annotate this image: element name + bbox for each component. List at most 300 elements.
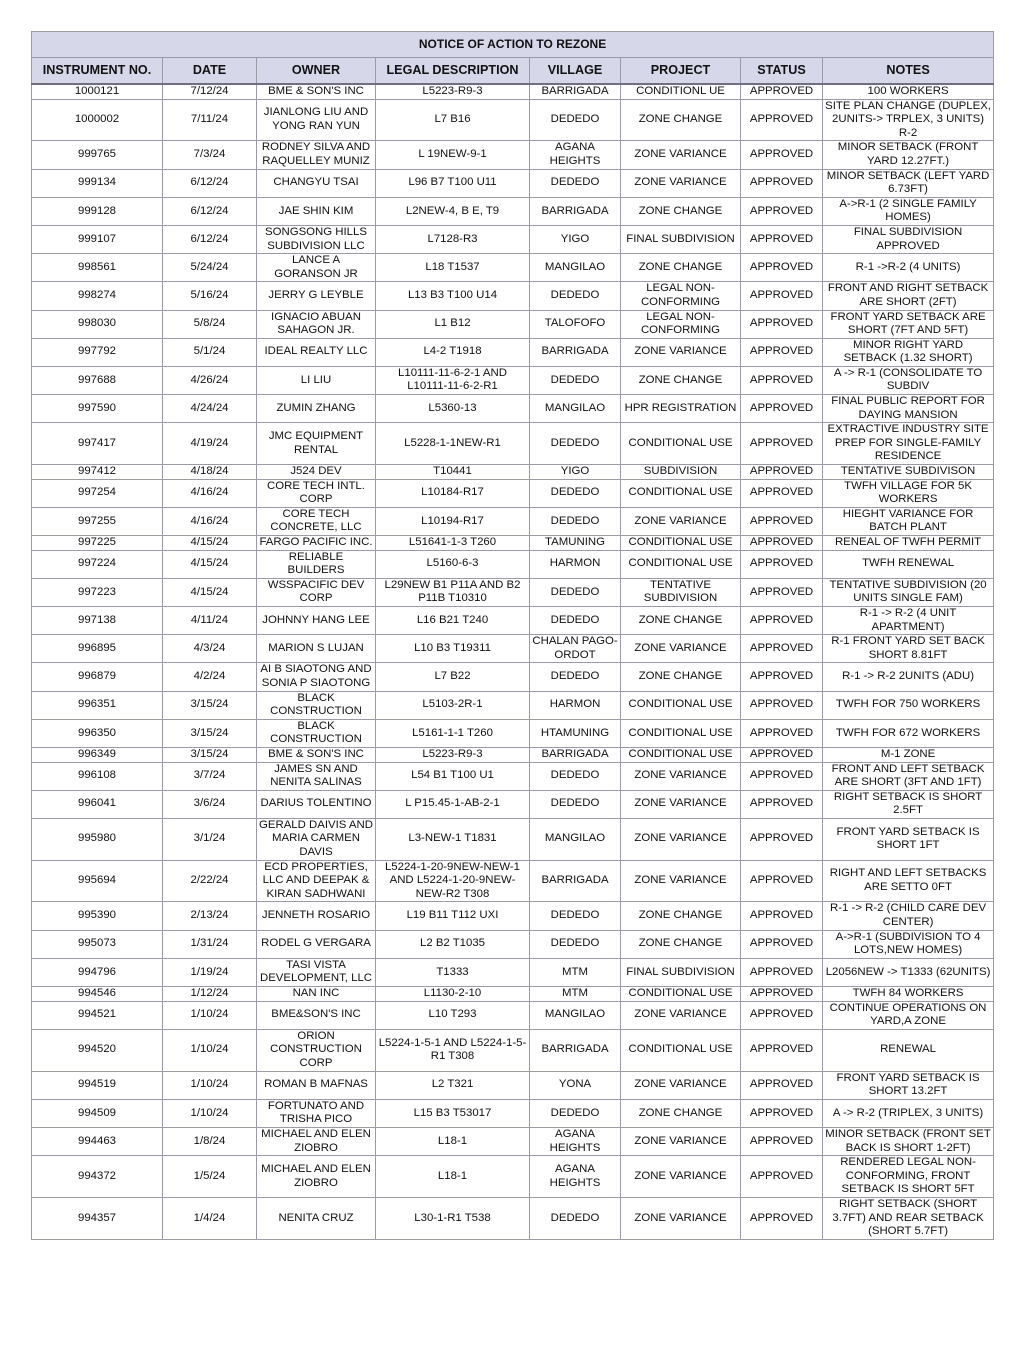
status-cell: APPROVED [741,1099,823,1127]
owner-cell: NENITA CRUZ [257,1197,376,1239]
table-row [32,1029,994,1071]
owner-cell: BME & SON'S INC [257,747,376,762]
notes-cell: FRONT YARD SETBACK IS SHORT 1FT [823,818,994,860]
notes-cell: A -> R-1 (CONSOLIDATE TO SUBDIV [823,366,994,394]
instrument-cell: 997138 [32,606,163,634]
project-cell: ZONE VARIANCE [621,790,741,818]
owner-cell: IGNACIO ABUAN SAHAGON JR. [257,310,376,338]
header-row [32,58,994,85]
instrument-cell: 996351 [32,691,163,719]
date-cell: 3/15/24 [163,747,257,762]
project-cell: ZONE VARIANCE [621,169,741,197]
notes-cell: TWFH RENEWAL [823,550,994,578]
table-row [32,84,994,99]
legal-description-cell: L13 B3 T100 U14 [376,282,530,310]
owner-cell: RELIABLE BUILDERS [257,550,376,578]
project-cell: LEGAL NON-CONFORMING [621,310,741,338]
notes-cell: R-1 -> R-2 (CHILD CARE DEV CENTER) [823,902,994,930]
project-cell: CONDITIONAL USE [621,479,741,507]
village-cell: HARMON [530,550,621,578]
legal-description-cell: L10 B3 T19311 [376,635,530,663]
village-cell: DEDEDO [530,1197,621,1239]
project-cell: FINAL SUBDIVISION [621,958,741,986]
date-cell: 1/10/24 [163,1029,257,1071]
owner-cell: WSSPACIFIC DEV CORP [257,578,376,606]
village-cell: DEDEDO [530,578,621,606]
status-cell: APPROVED [741,99,823,141]
project-cell: CONDITIONL UE [621,84,741,99]
village-cell: HARMON [530,691,621,719]
legal-description-cell: L10184-R17 [376,479,530,507]
instrument-cell: 997223 [32,578,163,606]
table-row [32,1071,994,1099]
instrument-cell: 994521 [32,1001,163,1029]
date-cell: 5/8/24 [163,310,257,338]
legal-description-cell: L18 T1537 [376,254,530,282]
table-row [32,1156,994,1198]
project-cell: ZONE VARIANCE [621,1001,741,1029]
legal-description-cell: L51641-1-3 T260 [376,536,530,551]
owner-cell: CORE TECH INTL. CORP [257,479,376,507]
project-cell: CONDITIONAL USE [621,719,741,747]
owner-cell: LANCE A GORANSON JR [257,254,376,282]
village-cell: DEDEDO [530,423,621,465]
legal-description-cell: L19 B11 T112 UXI [376,902,530,930]
legal-description-cell: L2 T321 [376,1071,530,1099]
village-cell: DEDEDO [530,507,621,535]
instrument-cell: 996108 [32,762,163,790]
status-cell: APPROVED [741,282,823,310]
project-cell: ZONE VARIANCE [621,762,741,790]
table-row [32,1197,994,1239]
project-cell: ZONE VARIANCE [621,1071,741,1099]
status-cell: APPROVED [741,338,823,366]
legal-description-cell: L18-1 [376,1156,530,1198]
date-cell: 1/31/24 [163,930,257,958]
instrument-cell: 995390 [32,902,163,930]
notes-cell: A->R-1 (SUBDIVISION TO 4 LOTS,NEW HOMES) [823,930,994,958]
owner-cell: IDEAL REALTY LLC [257,338,376,366]
col-header-notes: NOTES [823,58,994,85]
instrument-cell: 997225 [32,536,163,551]
notes-cell: TWFH 84 WORKERS [823,987,994,1002]
project-cell: ZONE VARIANCE [621,635,741,663]
instrument-cell: 996350 [32,719,163,747]
date-cell: 3/6/24 [163,790,257,818]
table-row [32,254,994,282]
instrument-cell: 999107 [32,225,163,253]
table-row [32,465,994,480]
notes-cell: MINOR SETBACK (FRONT YARD 12.27FT.) [823,141,994,169]
notes-cell: FRONT YARD SETBACK IS SHORT 13.2FT [823,1071,994,1099]
owner-cell: ZUMIN ZHANG [257,395,376,423]
table-row [32,762,994,790]
legal-description-cell: L1 B12 [376,310,530,338]
table-row [32,719,994,747]
instrument-cell: 1000121 [32,84,163,99]
village-cell: BARRIGADA [530,338,621,366]
project-cell: CONDITIONAL USE [621,423,741,465]
status-cell: APPROVED [741,254,823,282]
project-cell: ZONE CHANGE [621,902,741,930]
notes-cell: MINOR RIGHT YARD SETBACK (1.32 SHORT) [823,338,994,366]
status-cell: APPROVED [741,790,823,818]
project-cell: LEGAL NON-CONFORMING [621,282,741,310]
instrument-cell: 995980 [32,818,163,860]
legal-description-cell: L5228-1-1NEW-R1 [376,423,530,465]
col-header-village: VILLAGE [530,58,621,85]
project-cell: FINAL SUBDIVISION [621,225,741,253]
status-cell: APPROVED [741,691,823,719]
table-row [32,691,994,719]
notes-cell: RENEAL OF TWFH PERMIT [823,536,994,551]
village-cell: DEDEDO [530,99,621,141]
status-cell: APPROVED [741,197,823,225]
instrument-cell: 995694 [32,860,163,902]
owner-cell: JIANLONG LIU AND YONG RAN YUN [257,99,376,141]
owner-cell: JOHNNY HANG LEE [257,606,376,634]
date-cell: 4/18/24 [163,465,257,480]
owner-cell: TASI VISTA DEVELOPMENT, LLC [257,958,376,986]
owner-cell: BLACK CONSTRUCTION [257,719,376,747]
village-cell: DEDEDO [530,790,621,818]
legal-description-cell: L7 B16 [376,99,530,141]
project-cell: CONDITIONAL USE [621,691,741,719]
notes-cell: TENTATIVE SUBDIVISON [823,465,994,480]
village-cell: AGANA HEIGHTS [530,1156,621,1198]
date-cell: 3/1/24 [163,818,257,860]
legal-description-cell: L5224-1-20-9NEW-NEW-1 AND L5224-1-20-9NEW-NEW-R2 T308 [376,860,530,902]
table-row [32,141,994,169]
date-cell: 7/3/24 [163,141,257,169]
owner-cell: JENNETH ROSARIO [257,902,376,930]
date-cell: 4/16/24 [163,507,257,535]
notes-cell: FRONT AND LEFT SETBACK ARE SHORT (3FT AND 1FT) [823,762,994,790]
owner-cell: LI LIU [257,366,376,394]
legal-description-cell: L10111-11-6-2-1 AND L10111-11-6-2-R1 [376,366,530,394]
date-cell: 4/24/24 [163,395,257,423]
village-cell: DEDEDO [530,762,621,790]
date-cell: 1/10/24 [163,1001,257,1029]
legal-description-cell: L4-2 T1918 [376,338,530,366]
status-cell: APPROVED [741,310,823,338]
date-cell: 7/11/24 [163,99,257,141]
date-cell: 6/12/24 [163,225,257,253]
village-cell: YIGO [530,225,621,253]
village-cell: DEDEDO [530,902,621,930]
village-cell: BARRIGADA [530,1029,621,1071]
village-cell: DEDEDO [530,663,621,691]
project-cell: SUBDIVISION [621,465,741,480]
status-cell: APPROVED [741,902,823,930]
instrument-cell: 996349 [32,747,163,762]
rezone-table [31,31,994,1240]
notes-cell: TWFH VILLAGE FOR 5K WORKERS [823,479,994,507]
notes-cell: RIGHT SETBACK IS SHORT 2.5FT [823,790,994,818]
status-cell: APPROVED [741,1071,823,1099]
project-cell: ZONE VARIANCE [621,1197,741,1239]
date-cell: 1/8/24 [163,1127,257,1155]
date-cell: 4/2/24 [163,663,257,691]
date-cell: 3/7/24 [163,762,257,790]
legal-description-cell: L5224-1-5-1 AND L5224-1-5-R1 T308 [376,1029,530,1071]
date-cell: 3/15/24 [163,691,257,719]
table-row [32,1127,994,1155]
notes-cell: RENEWAL [823,1029,994,1071]
village-cell: BARRIGADA [530,860,621,902]
legal-description-cell: L96 B7 T100 U11 [376,169,530,197]
owner-cell: JAE SHIN KIM [257,197,376,225]
instrument-cell: 999128 [32,197,163,225]
col-header-owner: OWNER [257,58,376,85]
status-cell: APPROVED [741,818,823,860]
table-row [32,790,994,818]
date-cell: 2/22/24 [163,860,257,902]
status-cell: APPROVED [741,987,823,1002]
status-cell: APPROVED [741,141,823,169]
village-cell: MTM [530,958,621,986]
owner-cell: CHANGYU TSAI [257,169,376,197]
notes-cell: R-1 -> R-2 2UNITS (ADU) [823,663,994,691]
table-row [32,578,994,606]
village-cell: MANGILAO [530,1001,621,1029]
owner-cell: RODNEY SILVA AND RAQUELLEY MUNIZ [257,141,376,169]
legal-description-cell: L18-1 [376,1127,530,1155]
date-cell: 7/12/24 [163,84,257,99]
legal-description-cell: L2 B2 T1035 [376,930,530,958]
date-cell: 1/12/24 [163,987,257,1002]
village-cell: MANGILAO [530,818,621,860]
owner-cell: ORION CONSTRUCTION CORP [257,1029,376,1071]
notes-cell: L2056NEW -> T1333 (62UNITS) [823,958,994,986]
instrument-cell: 996895 [32,635,163,663]
legal-description-cell: L5103-2R-1 [376,691,530,719]
legal-description-cell: L29NEW B1 P11A AND B2 P11B T10310 [376,578,530,606]
village-cell: DEDEDO [530,366,621,394]
notes-cell: RIGHT AND LEFT SETBACKS ARE SETTO 0FT [823,860,994,902]
village-cell: MTM [530,987,621,1002]
notes-cell: M-1 ZONE [823,747,994,762]
legal-description-cell: T1333 [376,958,530,986]
notes-cell: MINOR SETBACK (FRONT SET BACK IS SHORT 1-2FT) [823,1127,994,1155]
table-row [32,958,994,986]
status-cell: APPROVED [741,762,823,790]
date-cell: 1/19/24 [163,958,257,986]
legal-description-cell: L1130-2-10 [376,987,530,1002]
project-cell: ZONE VARIANCE [621,338,741,366]
instrument-cell: 994509 [32,1099,163,1127]
owner-cell: ECD PROPERTIES, LLC AND DEEPAK & KIRAN SADHWANI [257,860,376,902]
legal-description-cell: L 19NEW-9-1 [376,141,530,169]
owner-cell: RODEL G VERGARA [257,930,376,958]
date-cell: 5/24/24 [163,254,257,282]
status-cell: APPROVED [741,719,823,747]
table-row [32,225,994,253]
notes-cell: EXTRACTIVE INDUSTRY SITE PREP FOR SINGLE-FAMILY RESIDENCE [823,423,994,465]
village-cell: DEDEDO [530,282,621,310]
project-cell: ZONE VARIANCE [621,1127,741,1155]
project-cell: ZONE CHANGE [621,99,741,141]
project-cell: ZONE CHANGE [621,1099,741,1127]
project-cell: CONDITIONAL USE [621,536,741,551]
notes-cell: 100 WORKERS [823,84,994,99]
status-cell: APPROVED [741,465,823,480]
date-cell: 1/10/24 [163,1071,257,1099]
owner-cell: MARION S LUJAN [257,635,376,663]
status-cell: APPROVED [741,550,823,578]
owner-cell: ROMAN B MAFNAS [257,1071,376,1099]
notes-cell: A -> R-2 (TRIPLEX, 3 UNITS) [823,1099,994,1127]
table-row [32,423,994,465]
date-cell: 5/16/24 [163,282,257,310]
legal-description-cell: L30-1-R1 T538 [376,1197,530,1239]
legal-description-cell: L2NEW-4, B E, T9 [376,197,530,225]
village-cell: AGANA HEIGHTS [530,1127,621,1155]
legal-description-cell: L7128-R3 [376,225,530,253]
instrument-cell: 997224 [32,550,163,578]
instrument-cell: 994796 [32,958,163,986]
notes-cell: FRONT YARD SETBACK ARE SHORT (7FT AND 5FT) [823,310,994,338]
owner-cell: FORTUNATO AND TRISHA PICO [257,1099,376,1127]
instrument-cell: 994372 [32,1156,163,1198]
legal-description-cell: L5160-6-3 [376,550,530,578]
notes-cell: R-1 ->R-2 (4 UNITS) [823,254,994,282]
status-cell: APPROVED [741,958,823,986]
table-row [32,507,994,535]
table-row [32,747,994,762]
date-cell: 1/5/24 [163,1156,257,1198]
instrument-cell: 994546 [32,987,163,1002]
status-cell: APPROVED [741,1001,823,1029]
village-cell: TAMUNING [530,536,621,551]
instrument-cell: 995073 [32,930,163,958]
table-row [32,550,994,578]
status-cell: APPROVED [741,1127,823,1155]
table-row [32,282,994,310]
project-cell: ZONE VARIANCE [621,1156,741,1198]
date-cell: 6/12/24 [163,197,257,225]
instrument-cell: 998274 [32,282,163,310]
village-cell: DEDEDO [530,1099,621,1127]
village-cell: DEDEDO [530,169,621,197]
date-cell: 4/15/24 [163,536,257,551]
date-cell: 1/4/24 [163,1197,257,1239]
col-header-status: STATUS [741,58,823,85]
instrument-cell: 997412 [32,465,163,480]
status-cell: APPROVED [741,747,823,762]
project-cell: ZONE VARIANCE [621,860,741,902]
notes-cell: RIGHT SETBACK (SHORT 3.7FT) AND REAR SETBACK (SHORT 5.7FT) [823,1197,994,1239]
table-row [32,197,994,225]
date-cell: 5/1/24 [163,338,257,366]
status-cell: APPROVED [741,225,823,253]
owner-cell: CORE TECH CONCRETE, LLC [257,507,376,535]
legal-description-cell: L10 T293 [376,1001,530,1029]
notes-cell: FINAL SUBDIVISION APPROVED [823,225,994,253]
instrument-cell: 994519 [32,1071,163,1099]
table-row [32,818,994,860]
status-cell: APPROVED [741,1029,823,1071]
date-cell: 4/15/24 [163,578,257,606]
table-row [32,606,994,634]
table-row [32,635,994,663]
village-cell: TALOFOFO [530,310,621,338]
col-header-project: PROJECT [621,58,741,85]
project-cell: CONDITIONAL USE [621,987,741,1002]
project-cell: ZONE VARIANCE [621,818,741,860]
instrument-cell: 996879 [32,663,163,691]
status-cell: APPROVED [741,860,823,902]
project-cell: ZONE CHANGE [621,663,741,691]
legal-description-cell: L3-NEW-1 T1831 [376,818,530,860]
legal-description-cell: L54 B1 T100 U1 [376,762,530,790]
notes-cell: HIEGHT VARIANCE FOR BATCH PLANT [823,507,994,535]
instrument-cell: 994357 [32,1197,163,1239]
instrument-cell: 996041 [32,790,163,818]
owner-cell: BLACK CONSTRUCTION [257,691,376,719]
status-cell: APPROVED [741,507,823,535]
owner-cell: JERRY G LEYBLE [257,282,376,310]
owner-cell: BME & SON'S INC [257,84,376,99]
instrument-cell: 999134 [32,169,163,197]
table-row [32,99,994,141]
status-cell: APPROVED [741,1197,823,1239]
date-cell: 3/15/24 [163,719,257,747]
legal-description-cell: L16 B21 T240 [376,606,530,634]
status-cell: APPROVED [741,84,823,99]
village-cell: CHALAN PAGO-ORDOT [530,635,621,663]
legal-description-cell: L5223-R9-3 [376,84,530,99]
legal-description-cell: L5360-13 [376,395,530,423]
instrument-cell: 997590 [32,395,163,423]
date-cell: 4/16/24 [163,479,257,507]
instrument-cell: 994520 [32,1029,163,1071]
status-cell: APPROVED [741,423,823,465]
status-cell: APPROVED [741,395,823,423]
village-cell: BARRIGADA [530,747,621,762]
project-cell: ZONE VARIANCE [621,141,741,169]
project-cell: HPR REGISTRATION [621,395,741,423]
owner-cell: DARIUS TOLENTINO [257,790,376,818]
notes-cell: A->R-1 (2 SINGLE FAMILY HOMES) [823,197,994,225]
project-cell: ZONE CHANGE [621,930,741,958]
status-cell: APPROVED [741,1156,823,1198]
status-cell: APPROVED [741,930,823,958]
table-row [32,479,994,507]
village-cell: DEDEDO [530,479,621,507]
instrument-cell: 997254 [32,479,163,507]
instrument-cell: 997417 [32,423,163,465]
table-row [32,366,994,394]
date-cell: 4/3/24 [163,635,257,663]
notes-cell: SITE PLAN CHANGE (DUPLEX, 2UNITS-> TRPLEX, 3 UNITS) R-2 [823,99,994,141]
table-row [32,1001,994,1029]
date-cell: 1/10/24 [163,1099,257,1127]
table-row [32,169,994,197]
notes-cell: CONTINUE OPERATIONS ON YARD,A ZONE [823,1001,994,1029]
owner-cell: BME&SON'S INC [257,1001,376,1029]
table-row [32,930,994,958]
table-row [32,987,994,1002]
owner-cell: MICHAEL AND ELEN ZIOBRO [257,1156,376,1198]
legal-description-cell: L P15.45-1-AB-2-1 [376,790,530,818]
legal-description-cell: T10441 [376,465,530,480]
instrument-cell: 998030 [32,310,163,338]
table-title: NOTICE OF ACTION TO REZONE [32,32,994,58]
notes-cell: R-1 FRONT YARD SET BACK SHORT 8.81FT [823,635,994,663]
village-cell: BARRIGADA [530,84,621,99]
owner-cell: AI B SIAOTONG AND SONIA P SIAOTONG [257,663,376,691]
